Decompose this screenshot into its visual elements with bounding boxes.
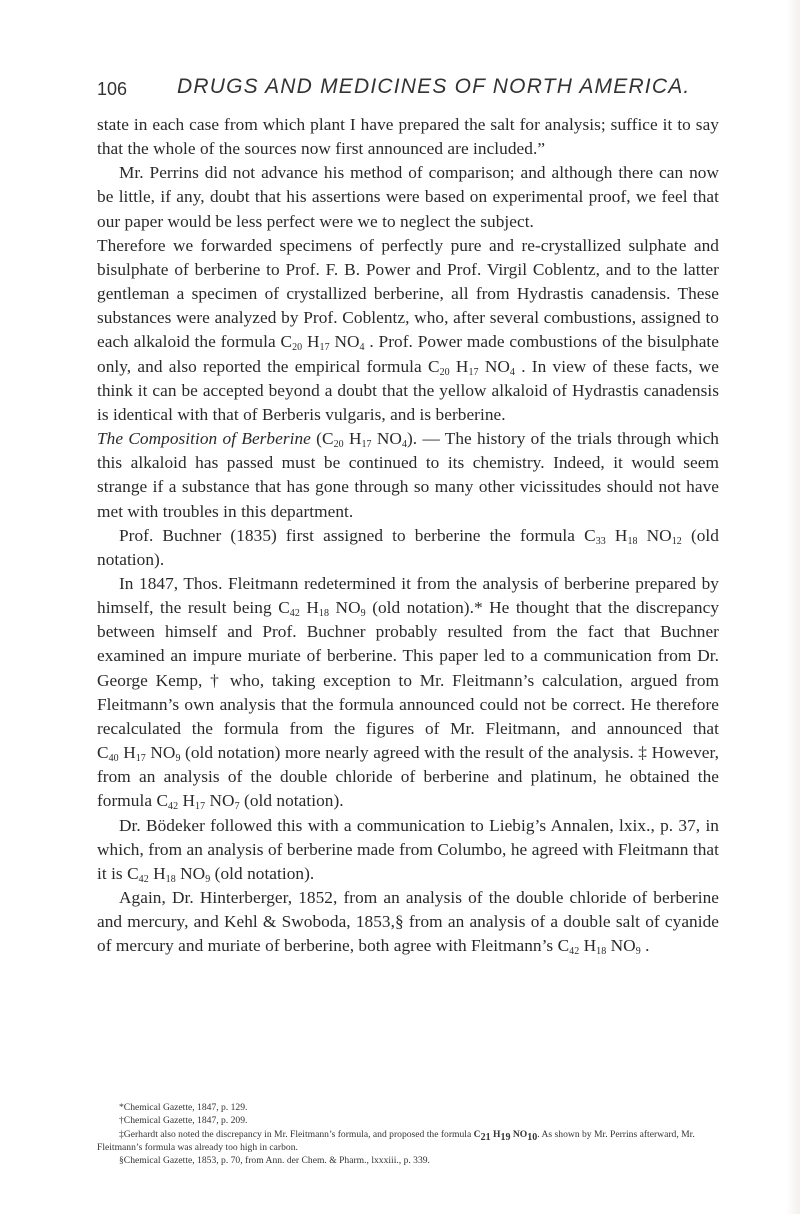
- body-text: [97, 113, 719, 958]
- footnote: *Chemical Gazette, 1847, p. 129.: [119, 1102, 248, 1113]
- formula: $C_{21}$ $H_{19}$ $NO_{10}$: [473, 1128, 538, 1143]
- page-number: 106: [97, 79, 128, 99]
- paragraph-fleitmann: In 1847, Thos. Fleitmann redetermined it from the analysis of berberine prepared by himself, the result being $C_{42}$ $H_{18}$ $NO_9$ (old notation).* He thought that the discrepancy between himself and Prof. Buchner probably resulted from the fact that Buchner examined an impure muriate of berberine. This paper led to a communication from Dr. George Kemp, † who, taking exception to Mr. Fleitmann’s calculation, argued from Fleitmann’s own analysis that the formula announced could not be correct. He therefore recalculated the formula from the figures of Mr. Fleitmann, and announced that $C_{40}$ $H_{17}$ $NO_9$ (old notation) more nearly agreed with the result of the analysis. ‡ However, from an analysis of the double chloride of berberine and platinum, he obtained the formula $C_{42}$ $H_{17}$ $NO_7$ (old notation).: [97, 573, 720, 813]
- formula: $C_{20}$ $H_{17}$ $NO_4$: [280, 332, 365, 354]
- footnotes: [97, 1101, 719, 1167]
- paragraph-specimens: Therefore we forwarded specimens of perfectly pure and re-crystallized sulphate and bisulphate of berberine to Prof. F. B. Power and Prof. Virgil Coblentz, and to the latter gentleman a specimen of crystallized berberine, all from Hydrastis canadensis. These substances were analyzed by Prof. Coblentz, who, after several combustions, assigned to each alkaloid the formula $C_{20}$ $H_{17}$ $NO_4$ . Prof. Power made combustions of the bisulphate only, and also reported the empirical formula $C_{20}$ $H_{17}$ $NO_4$ . In view of these facts, we think it can be accepted beyond a doubt that the yellow alkaloid of Hydrastis canadensis is identical with that of Berberis vulgaris, and is berberine.: [97, 235, 720, 424]
- section-heading: The Composition of Berberine: [97, 429, 311, 449]
- paragraph-continuation: state in each case from which plant I have prepared the salt for analysis; suffice it to say that the whole of the sources now first announced are included.”: [97, 115, 719, 159]
- formula: $C_{33}$ $H_{18}$ $NO_{12}$: [584, 525, 682, 547]
- paragraph-hinterberger: Again, Dr. Hinterberger, 1852, from an analysis of the double chloride of berberine and mercury, and Kehl & Swoboda, 1853,§ from an analysis of a double salt of cyanide of mercury and muriate of berberine, both agree with Fleitmann’s $C_{42}$ $H_{18}$ $NO_9$ .: [97, 888, 719, 958]
- running-title: DRUGS AND MEDICINES OF NORTH AMERICA.: [177, 75, 691, 98]
- page-edge-shading: [786, 0, 800, 1214]
- page-header: [97, 63, 717, 99]
- footnote: §Chemical Gazette, 1853, p. 70, from Ann. der Chem. & Pharm., lxxxiii., p. 339.: [119, 1155, 430, 1167]
- footnote: †Chemical Gazette, 1847, p. 209.: [119, 1115, 248, 1127]
- paragraph-perrins: Mr. Perrins did not advance his method of comparison; and although there can now be little, if any, doubt that his assertions were based on experimental proof, we feel that our paper would be less perfect were we to neglect the subject.: [97, 163, 719, 231]
- formula: $C_{42}$ $H_{18}$ $NO_9$: [278, 598, 366, 620]
- paragraph-bodeker: Dr. Bödeker followed this with a communication to Liebig’s Annalen, lxix., p. 37, in which, from an analysis of berberine made from Columbo, he agreed with Fleitmann that it is $C_{42}$ $H_{18}$ $NO_9$ (old notation).: [97, 815, 719, 885]
- formula: $C_{42}$ $H_{18}$ $NO_9$: [127, 863, 211, 885]
- footnote: ‡Gerhardt also noted the discrepancy in Mr. Fleitmann’s formula, and proposed the formula $C_{21}$ $H_{19}$ $NO_{10}$. As shown by Mr. Perrins afterward, Mr. Fleitmann’s formula was already too high in carbon.: [97, 1128, 695, 1153]
- paragraph-composition: The Composition of Berberine ($C_{20}$ $H_{17}$ $NO_4$). — The history of the trials through which this alkaloid has passed must be continued to its chemistry. Indeed, it would seem strange if a substance that has gone through so many other vicissitudes should not have met with troubles in this department.: [97, 429, 719, 521]
- formula: $C_{42}$ $H_{17}$ $NO_7$: [156, 791, 240, 813]
- paragraph-buchner: Prof. Buchner (1835) first assigned to berberine the formula $C_{33}$ $H_{18}$ $NO_{12}$ (old notation).: [97, 525, 719, 569]
- formula: $C_{20}$ $H_{17}$ $NO_4$: [427, 356, 515, 378]
- formula: $C_{42}$ $H_{18}$ $NO_9$: [557, 936, 641, 958]
- formula: $C_{40}$ $H_{17}$ $NO_9$: [97, 743, 181, 765]
- formula: $C_{20}$ $H_{17}$ $NO_4$: [321, 429, 407, 451]
